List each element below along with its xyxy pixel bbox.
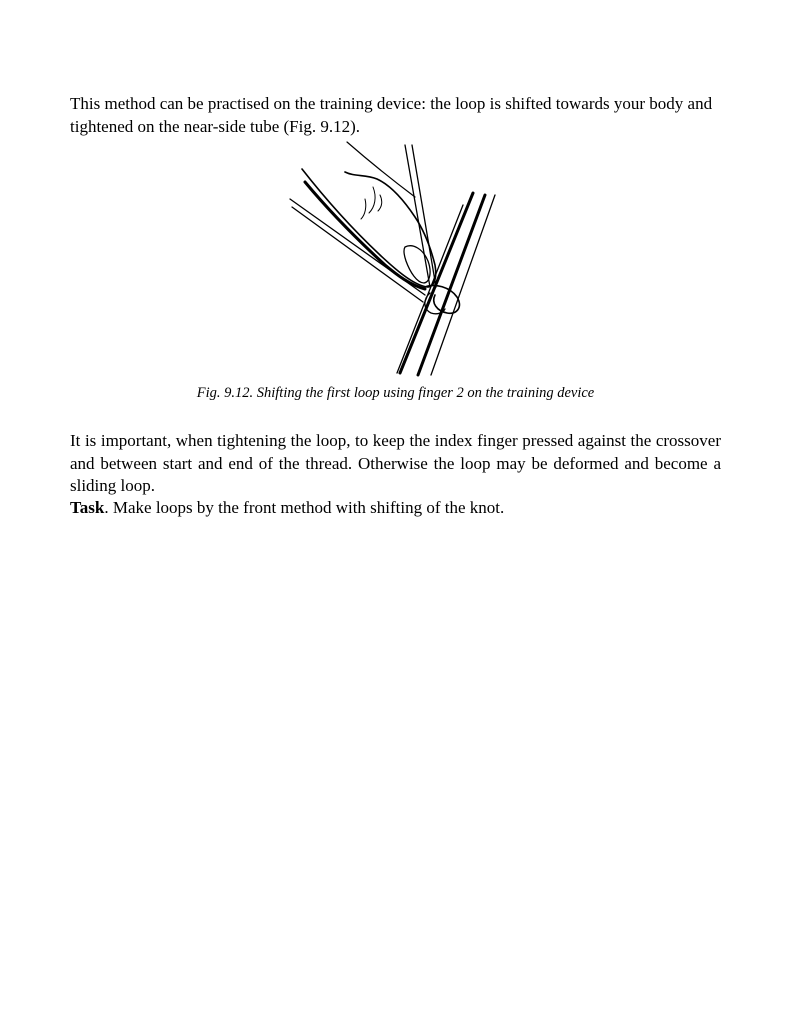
thread-strand — [405, 145, 430, 287]
thread-strand — [412, 145, 436, 287]
device-tube — [418, 195, 485, 375]
task-paragraph — [70, 497, 721, 520]
knuckle-crease — [361, 199, 366, 219]
task-text: . Make loops by the front method with shifting of the knot. — [104, 498, 505, 517]
device-tube — [397, 205, 463, 373]
knuckle-crease — [378, 195, 382, 211]
intro-paragraph: This method can be practised on the training device: the loop is shifted towards your body and tightened on the near-side tube (Fig. 9.12). — [70, 94, 713, 136]
thread-strand — [347, 142, 415, 197]
body-paragraph: It is important, when tightening the loop, to keep the index finger pressed against the crossover and between start and end of the thread. Otherwise the loop may be deformed and become a sliding loop. — [70, 431, 721, 495]
training-device-illustration — [285, 137, 505, 379]
figure-caption: Fig. 9.12. Shifting the first loop using finger 2 on the training device — [196, 385, 595, 401]
device-tube — [431, 195, 495, 375]
finger-shadow — [305, 182, 425, 289]
knuckle-crease — [369, 187, 375, 213]
thread-strand — [292, 207, 423, 302]
task-label: Task — [70, 498, 105, 517]
